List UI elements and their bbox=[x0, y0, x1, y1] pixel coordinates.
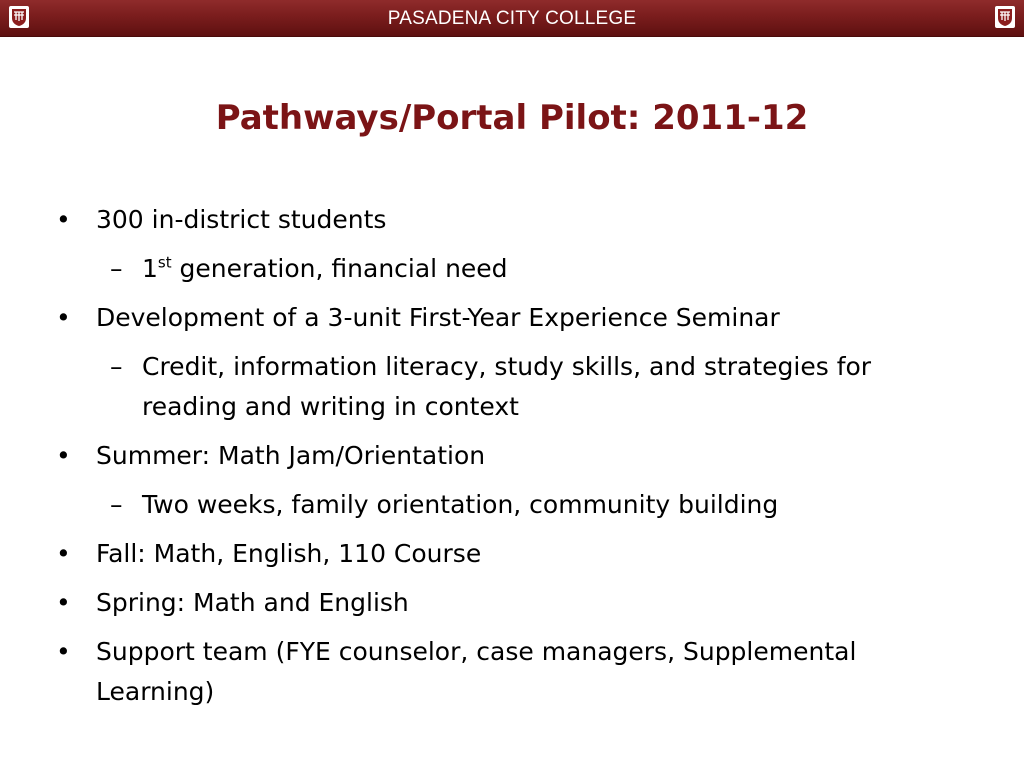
bullet-marker: • bbox=[56, 441, 71, 470]
bullet-marker: • bbox=[56, 637, 71, 666]
sub-bullet-text: generation, financial need bbox=[171, 254, 508, 283]
sub-bullet-item bbox=[56, 249, 956, 289]
bullet-text: Spring: Math and English bbox=[96, 588, 409, 617]
bullet-text: Support team (FYE counselor, case managers, Supplemental Learning) bbox=[96, 637, 857, 706]
sub-bullet-item bbox=[56, 485, 956, 525]
header-title: PASADENA CITY COLLEGE bbox=[387, 8, 637, 29]
bullet-item bbox=[56, 632, 956, 712]
sub-bullet-item bbox=[56, 347, 956, 427]
sub-bullet-text: Two weeks, family orientation, community building bbox=[142, 490, 779, 519]
bullet-marker: • bbox=[56, 588, 71, 617]
bullet-marker: • bbox=[56, 539, 71, 568]
bullet-item bbox=[56, 534, 956, 574]
slide-title: Pathways/Portal Pilot: 2011-12 bbox=[215, 98, 809, 138]
bullet-item bbox=[56, 583, 956, 623]
bullet-marker: • bbox=[56, 205, 71, 234]
bullet-item bbox=[56, 200, 956, 240]
bullet-text: Development of a 3-unit First-Year Experience Seminar bbox=[96, 303, 780, 332]
bullet-text: Fall: Math, English, 110 Course bbox=[96, 539, 482, 568]
bullet-marker: • bbox=[56, 303, 71, 332]
bullet-text: 300 in-district students bbox=[96, 205, 387, 234]
pcc-shield-icon bbox=[994, 5, 1016, 29]
superscript: st bbox=[157, 253, 172, 272]
bullet-item bbox=[56, 298, 956, 338]
dash-marker: – bbox=[110, 352, 123, 381]
dash-marker: – bbox=[110, 490, 123, 519]
header-bar bbox=[0, 0, 1024, 37]
dash-marker: – bbox=[110, 254, 123, 283]
bullet-text: Summer: Math Jam/Orientation bbox=[96, 441, 486, 470]
bullet-item bbox=[56, 436, 956, 476]
bullet-list bbox=[56, 200, 956, 721]
sub-bullet-prefix: 1 bbox=[142, 254, 158, 283]
sub-bullet-text: Credit, information literacy, study skills, and strategies for reading and writing in context bbox=[142, 352, 872, 421]
